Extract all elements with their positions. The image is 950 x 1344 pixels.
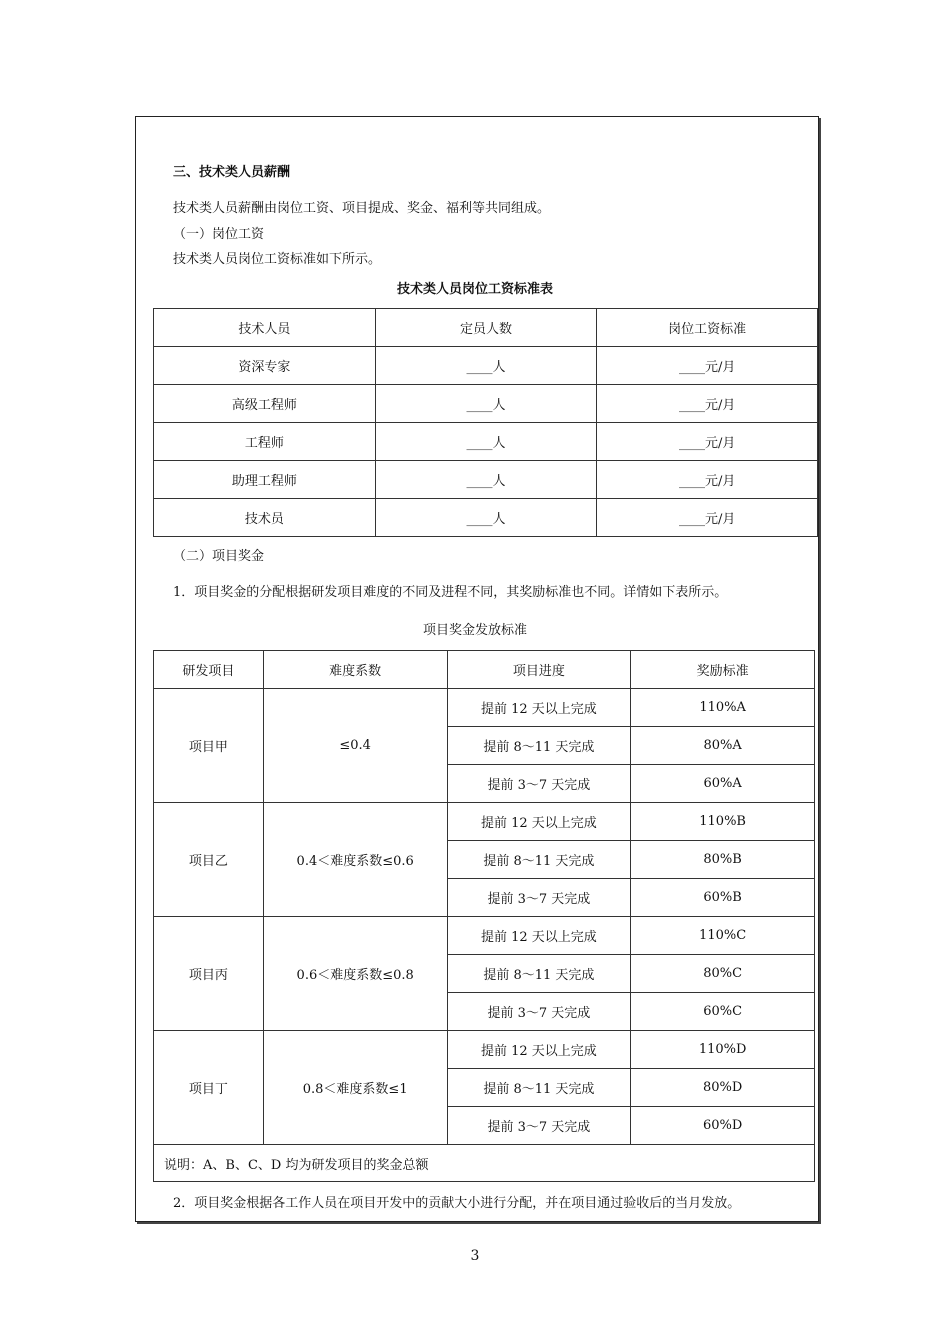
headcount-cell: ____人 [375,461,597,499]
difficulty-cell: ≤0.4 [263,689,447,803]
table-row [154,385,818,423]
header-cell: 技术人员 [154,309,376,347]
header-cell: 项目进度 [447,651,631,689]
progress-cell: 提前 8～11 天完成 [447,727,631,765]
salary-cell: ____元/月 [597,347,818,385]
progress-cell: 提前 12 天以上完成 [447,803,631,841]
salary-cell: ____元/月 [597,385,818,423]
section-title: 三、技术类人员薪酬 [173,165,291,180]
difficulty-cell: 0.6＜难度系数≤0.8 [263,917,447,1031]
reward-cell: 80%D [631,1069,815,1107]
progress-cell: 提前 3～7 天完成 [447,879,631,917]
headcount-cell: ____人 [375,499,597,537]
role-cell: 高级工程师 [154,385,376,423]
project-cell: 项目丙 [154,917,264,1031]
table-header-row [154,309,818,347]
role-cell: 工程师 [154,423,376,461]
role-cell: 资深专家 [154,347,376,385]
table-note: 说明：A、B、C、D 均为研发项目的奖金总额 [154,1145,815,1182]
bonus-paragraph-1: 1．项目奖金的分配根据研发项目难度的不同及进程不同，其奖励标准也不同。详情如下表所示。 [173,585,728,600]
table-row [154,499,818,537]
progress-cell: 提前 12 天以上完成 [447,917,631,955]
reward-cell: 80%B [631,841,815,879]
table-row [154,347,818,385]
salary-table [153,308,818,537]
progress-cell: 提前 8～11 天完成 [447,1069,631,1107]
reward-cell: 60%A [631,765,815,803]
progress-cell: 提前 3～7 天完成 [447,993,631,1031]
bonus-paragraph-2: 2．项目奖金根据各工作人员在项目开发中的贡献大小进行分配，并在项目通过验收后的当月发放。 [173,1196,741,1211]
headcount-cell: ____人 [375,347,597,385]
project-cell: 项目乙 [154,803,264,917]
subsection-title-salary: （一）岗位工资 [173,227,265,242]
project-cell: 项目甲 [154,689,264,803]
reward-cell: 60%C [631,993,815,1031]
headcount-cell: ____人 [375,423,597,461]
headcount-cell: ____人 [375,385,597,423]
table-row [154,1031,815,1069]
subsection-title-bonus: （二）项目奖金 [173,549,265,564]
bonus-table [153,650,815,1182]
header-cell: 研发项目 [154,651,264,689]
header-cell: 定员人数 [375,309,597,347]
difficulty-cell: 0.8＜难度系数≤1 [263,1031,447,1145]
salary-cell: ____元/月 [597,423,818,461]
salary-intro: 技术类人员岗位工资标准如下所示。 [173,252,382,267]
reward-cell: 80%C [631,955,815,993]
progress-cell: 提前 3～7 天完成 [447,1107,631,1145]
role-cell: 助理工程师 [154,461,376,499]
reward-cell: 110%C [631,917,815,955]
header-cell: 奖励标准 [631,651,815,689]
salary-cell: ____元/月 [597,499,818,537]
salary-cell: ____元/月 [597,461,818,499]
progress-cell: 提前 12 天以上完成 [447,689,631,727]
reward-cell: 110%A [631,689,815,727]
reward-cell: 80%A [631,727,815,765]
project-cell: 项目丁 [154,1031,264,1145]
table-row [154,803,815,841]
header-cell: 难度系数 [263,651,447,689]
bonus-table-caption: 项目奖金发放标准 [422,623,527,638]
table-header-row [154,651,815,689]
reward-cell: 60%B [631,879,815,917]
table-row [154,461,818,499]
header-cell: 岗位工资标准 [597,309,818,347]
reward-cell: 110%B [631,803,815,841]
salary-table-caption: 技术类人员岗位工资标准表 [396,282,553,297]
intro-paragraph: 技术类人员薪酬由岗位工资、项目提成、奖金、福利等共同组成。 [173,201,551,216]
page-number: 3 [470,1248,480,1264]
reward-cell: 60%D [631,1107,815,1145]
role-cell: 技术员 [154,499,376,537]
table-row [154,917,815,955]
progress-cell: 提前 12 天以上完成 [447,1031,631,1069]
progress-cell: 提前 8～11 天完成 [447,955,631,993]
reward-cell: 110%D [631,1031,815,1069]
progress-cell: 提前 3～7 天完成 [447,765,631,803]
table-row [154,423,818,461]
progress-cell: 提前 8～11 天完成 [447,841,631,879]
difficulty-cell: 0.4＜难度系数≤0.6 [263,803,447,917]
table-note-row [154,1145,815,1182]
table-row [154,689,815,727]
